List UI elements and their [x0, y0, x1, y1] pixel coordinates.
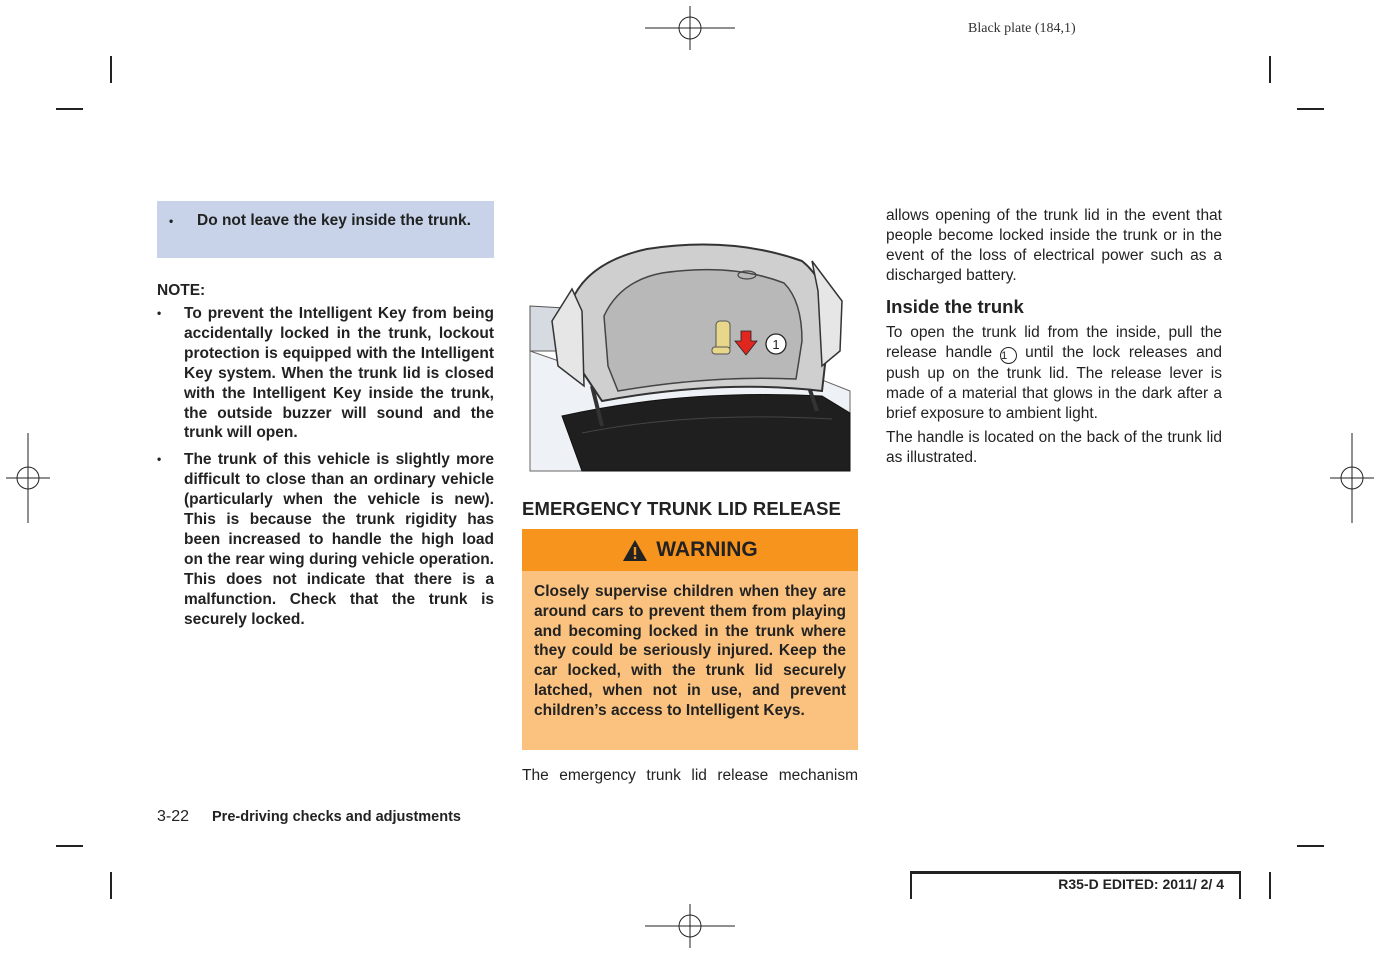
right-paragraph-1: allows opening of the trunk lid in the event that people become locked inside the trunk or in the event of the loss of electrical power such as a discharged battery. [886, 207, 1222, 284]
warning-body: Closely supervise children when they are around cars to prevent them from playing and becoming locked in the trunk where they could be seriously injured. Keep the car locked, with the trunk lid securely latched, when not in use, and prevent children’s access to Intelligent Keys. [522, 571, 858, 750]
key-caution-text: Do not leave the key inside the trunk. [197, 212, 471, 229]
registration-mark-left [6, 433, 50, 523]
para2-end: until the lock releases and push up on the trunk lid. The release lever is made of a material that glows in the dark after a brief exposure to ambient light. [886, 343, 1222, 422]
list-item [157, 304, 494, 443]
right-paragraph-3: The handle is located on the back of the trunk lid as illustrated. [886, 429, 1222, 466]
bullet: • [157, 306, 162, 320]
illustration-callout: 1 [772, 337, 780, 352]
chapter-title: Pre-driving checks and adjustments [212, 809, 461, 825]
note-heading: NOTE: [157, 282, 206, 299]
callout-inline-icon: 1 [1000, 347, 1017, 364]
right-paragraph-2 [886, 323, 1222, 424]
registration-mark-top [645, 6, 735, 50]
list-item [157, 450, 494, 629]
edited-stamp: R35-D EDITED: 2011/ 2/ 4 [1058, 876, 1224, 892]
para2-start: To open the trunk lid from the inside, pull the release handle [886, 324, 1222, 361]
note-list [157, 304, 494, 637]
trunk-illustration [522, 201, 858, 473]
key-caution-box [157, 201, 494, 258]
warning-triangle-icon [622, 539, 648, 562]
bullet: • [169, 214, 174, 228]
plate-label: Black plate (184,1) [968, 21, 1076, 36]
section-title: EMERGENCY TRUNK LID RELEASE [522, 498, 841, 519]
warning-title: WARNING [656, 538, 758, 561]
registration-mark-bottom [645, 904, 735, 948]
note-text: To prevent the Intelligent Key from being accidentally locked in the trunk, lockout protection is equipped with the Intelligent Key system. When the trunk lid is closed with the Intelligent Key inside the trunk, the outside buzzer will sound and the trunk will open. [184, 305, 494, 442]
inside-trunk-heading: Inside the trunk [886, 296, 1024, 317]
mid-paragraph: The emergency trunk lid release mechanism [522, 767, 858, 784]
registration-mark-right [1330, 433, 1374, 523]
page-number: 3-22 [157, 808, 190, 825]
note-text: The trunk of this vehicle is slightly more difficult to close than an ordinary vehicle (particularly when the vehicle is new). This is because the trunk rigidity has been increased to handle the high load on the rear wing during vehicle operation. This does not indicate that there is a malfunction. Check that the trunk is securely locked. [184, 451, 494, 628]
warning-header [522, 529, 858, 571]
bullet: • [157, 452, 162, 467]
